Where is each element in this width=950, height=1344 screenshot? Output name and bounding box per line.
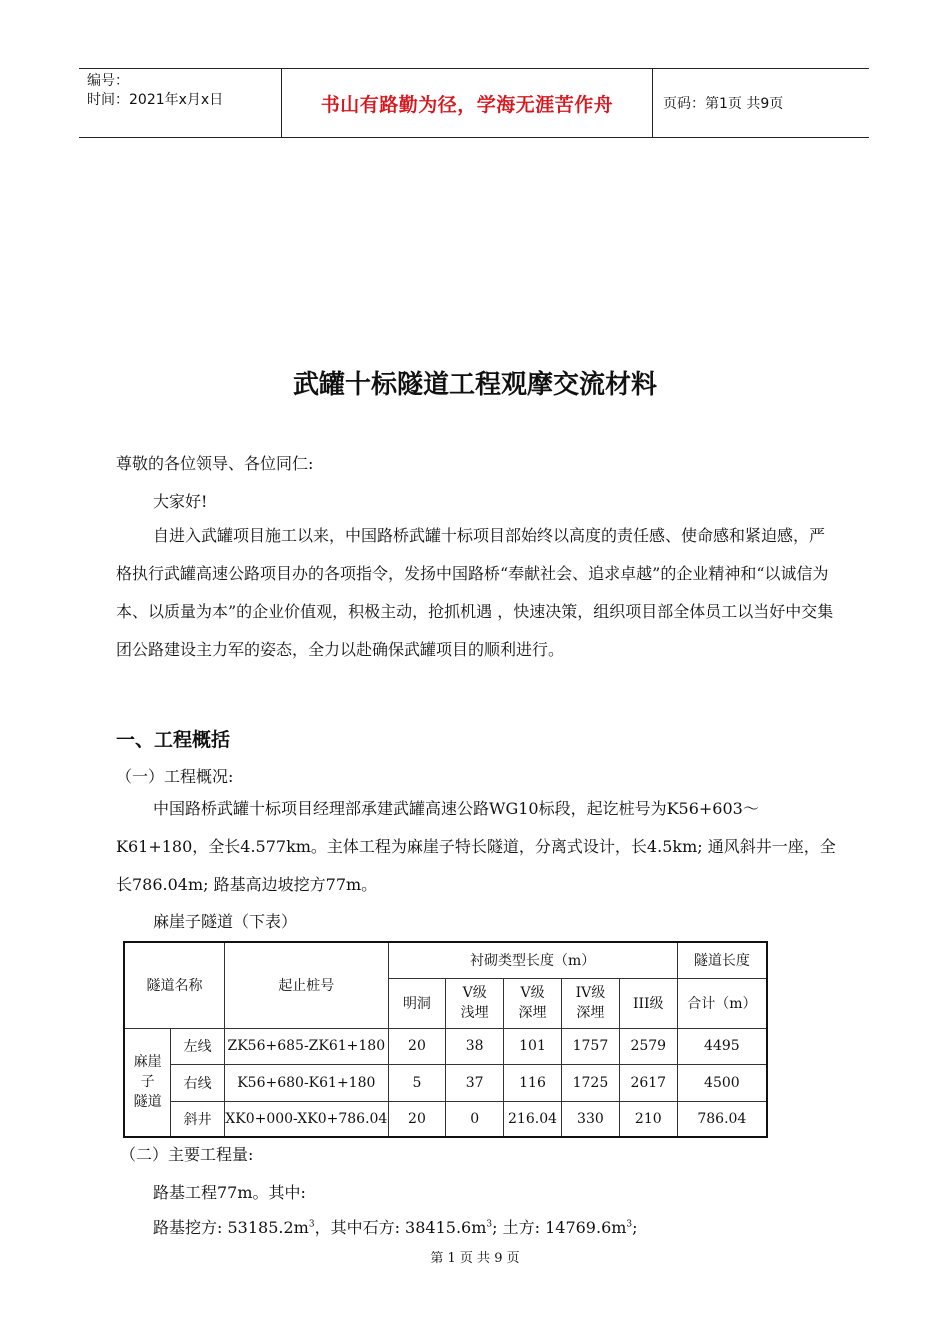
td-v-deep: 101 <box>504 1028 562 1064</box>
td-station: ZK56+685-ZK61+180 <box>225 1028 389 1064</box>
td-iv-deep: 1757 <box>561 1028 619 1064</box>
table-caption: 麻崖子隧道（下表） <box>153 912 298 931</box>
td-iii: 210 <box>619 1101 677 1137</box>
header-motto-cell <box>281 69 653 137</box>
td-iv-deep: 1725 <box>561 1064 619 1101</box>
th-open-cut: 明洞 <box>388 978 446 1028</box>
header-time: 时间：2021年x月x日 <box>87 92 224 108</box>
td-total: 4500 <box>677 1064 767 1101</box>
td-v-shallow: 38 <box>446 1028 504 1064</box>
table-row <box>124 1028 767 1064</box>
table-row <box>124 1064 767 1101</box>
td-open: 20 <box>388 1101 446 1137</box>
header-page: 页码：第1页 共9页 <box>663 96 784 112</box>
td-station: K56+680-K61+180 <box>225 1064 389 1101</box>
td-total: 786.04 <box>677 1101 767 1137</box>
th-tunnel-name: 隧道名称 <box>124 942 225 1028</box>
roadbed-line: 路基工程77m。其中: <box>153 1183 306 1202</box>
td-open: 20 <box>388 1028 446 1064</box>
overview-paragraph: 中国路桥武罐十标项目经理部承建武罐高速公路WG10标段，起讫桩号为K56+603～K61+180，全长4.577km。主体工程为麻崖子特长隧道，分离式设计，长4.5km; 通风斜井一座，全长786.04m; 路基高边坡挖方77m。 <box>116 799 836 894</box>
subheading-quantities: （二）主要工程量: <box>120 1145 254 1164</box>
greeting: 大家好! <box>153 492 208 511</box>
th-lining-length: 衬砌类型长度（m） <box>388 942 677 978</box>
th-v-shallow: V级 浅埋 <box>446 978 504 1028</box>
td-iii: 2617 <box>619 1064 677 1101</box>
page-header <box>79 68 869 138</box>
th-iv-deep: IV级 深埋 <box>561 978 619 1028</box>
excavation-line: 路基挖方: $53185.2m^3$，其中石方: $38415.6m^3$; 土方: $14769.6m^3$; <box>153 1218 638 1237</box>
subheading-overview: （一）工程概况: <box>116 767 234 786</box>
td-iii: 2579 <box>619 1028 677 1064</box>
th-iii: III级 <box>619 978 677 1028</box>
td-iv-deep: 330 <box>561 1101 619 1137</box>
td-station: XK0+000-XK0+786.04 <box>225 1101 389 1137</box>
td-v-deep: 216.04 <box>504 1101 562 1137</box>
td-line: 左线 <box>171 1028 225 1064</box>
page-footer: 第 1 页 共 9 页 <box>430 1251 520 1266</box>
section-heading-1: 一、工程概括 <box>116 729 231 751</box>
header-number: 编号： <box>87 73 129 89</box>
td-tunnel-group: 麻崖 子 隧道 <box>124 1028 171 1137</box>
td-v-shallow: 0 <box>446 1101 504 1137</box>
th-total: 合计（m） <box>677 978 767 1028</box>
document-title: 武罐十标隧道工程观摩交流材料 <box>292 370 657 400</box>
th-station: 起止桩号 <box>225 942 389 1028</box>
header-left <box>79 69 281 137</box>
salutation: 尊敬的各位领导、各位同仁: <box>116 454 314 473</box>
intro-paragraph: 自进入武罐项目施工以来，中国路桥武罐十标项目部始终以高度的责任感、使命感和紧迫感，严格执行武罐高速公路项目办的各项指令，发扬中国路桥“奉献社会、追求卓越”的企业精神和“以诚信为本、以质量为本”的企业价值观，积极主动，抢抓机遇 ，快速决策，组织项目部全体员工以当好中交集团公路建设主力军的姿态，全力以赴确保武罐项目的顺利进行。 <box>116 526 834 659</box>
td-line: 右线 <box>171 1064 225 1101</box>
th-v-deep: V级 深埋 <box>504 978 562 1028</box>
tunnel-table <box>123 941 768 1138</box>
td-line: 斜井 <box>171 1101 225 1137</box>
td-v-shallow: 37 <box>446 1064 504 1101</box>
table-row <box>124 1101 767 1137</box>
th-tunnel-length: 隧道长度 <box>677 942 767 978</box>
td-open: 5 <box>388 1064 446 1101</box>
td-total: 4495 <box>677 1028 767 1064</box>
header-motto: 书山有路勤为径，学海无涯苦作舟 <box>320 93 614 116</box>
td-v-deep: 116 <box>504 1064 562 1101</box>
